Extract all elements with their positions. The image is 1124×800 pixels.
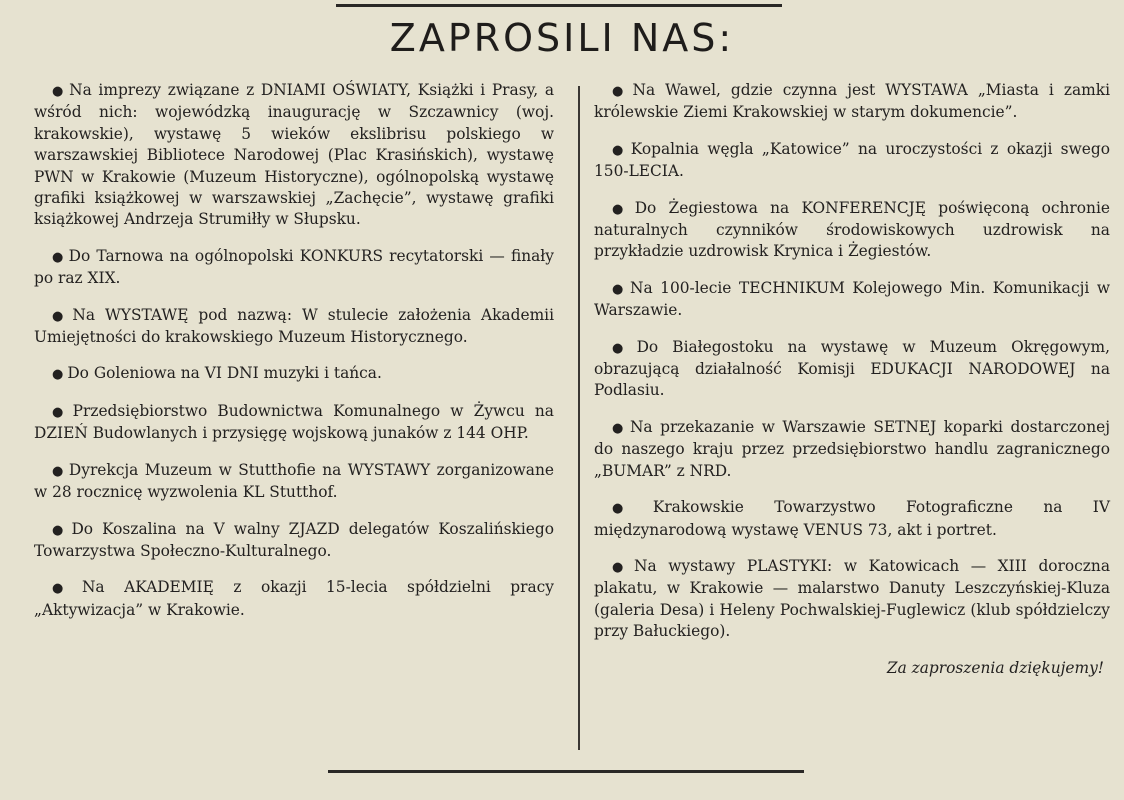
bullet-icon: ●: [612, 501, 649, 517]
item-text: Na imprezy związane z DNIAMI OŚWIATY, Książki i Prasy, a wśród nich: wojewódzką inaugurację w Szczawnicy (woj. krakowskie), wystawę 5 wieków ekslibrisu polskiego w warszawskiej Bibliotece Narodowej (Plac Krasińskich), wystawę PWN w Krakowie (Muzeum Historyczne), ogólnopolską wystawę grafiki książkowej w warszawskiej „Zachęcie”, wystawę grafiki książkowej Andrzeja Strumiłły w Słupsku.: [34, 81, 554, 229]
list-item: [594, 139, 1110, 183]
item-text: Do Goleniowa na VI DNI muzyki i tańca.: [67, 364, 382, 383]
column-divider: [578, 86, 580, 750]
bullet-icon: ●: [52, 522, 68, 538]
right-column: [594, 80, 1110, 679]
bullet-icon: ●: [612, 201, 631, 217]
item-text: Do Koszalina na V walny ZJAZD delegatów Koszalińskiego Towarzystwa Społeczno-Kulturalnego.: [34, 519, 555, 560]
list-item: [34, 519, 554, 563]
list-item: [34, 460, 554, 504]
item-text: Do Białegostoku na wystawę w Muzeum Okręgowym, obrazującą działalność Komisji EDUKACJI NARODOWEJ na Podlasiu.: [594, 337, 1110, 400]
bullet-icon: ●: [52, 308, 69, 324]
top-rule: [336, 4, 782, 7]
bullet-icon: ●: [612, 281, 626, 297]
bullet-icon: ●: [612, 559, 631, 575]
item-text: Na przekazanie w Warszawie SETNEJ koparki dostarczonej do naszego kraju przez przedsiębiorstwo handlu zagranicznego „BUMAR” z NRD.: [594, 417, 1110, 480]
item-text: Na Wawel, gdzie czynna jest WYSTAWA „Miasta i zamki królewskie Ziemi Krakowskiej w starym dokumencie”.: [594, 81, 1111, 122]
list-item: [594, 278, 1110, 322]
bullet-icon: ●: [612, 142, 627, 158]
bullet-icon: ●: [52, 367, 64, 383]
list-item: [594, 337, 1110, 402]
list-item: [594, 198, 1110, 263]
list-item: [34, 401, 554, 445]
bullet-icon: ●: [52, 249, 65, 265]
list-item: [594, 556, 1110, 643]
item-text: Na wystawy PLASTYKI: w Katowicach — XIII doroczna plakatu, w Krakowie — malarstwo Danuty Leszczyńskiej-Kluza (galeria Desa) i Heleny Pochwalskiej-Fuglewicz (klub spółdzielczy przy Bałuckiego).: [594, 556, 1111, 641]
list-item: [594, 497, 1110, 541]
item-text: Na AKADEMIĘ z okazji 15-lecia spółdzielni pracy „Aktywizacja” w Krakowie.: [34, 578, 554, 619]
left-column: [34, 80, 554, 636]
bullet-icon: ●: [52, 84, 66, 99]
list-item: [34, 577, 554, 621]
list-item: [594, 80, 1110, 124]
page-title: ZAPROSILI NAS:: [389, 16, 735, 60]
bullet-icon: ●: [612, 340, 633, 356]
closing-line: Za zaproszenia dziękujemy!: [886, 658, 1104, 677]
item-text: Kopalnia węgla „Katowice” na uroczystości z okazji swego 150-LECIA.: [594, 139, 1110, 181]
bullet-icon: ●: [52, 404, 69, 420]
item-text: Do Żegiestowa na KONFERENCJĘ poświęconą ochronie naturalnych czynników środowiskowych uzdrowisk na przykładzie uzdrowisk Krynica i Żegiestów.: [594, 198, 1111, 261]
bullet-icon: ●: [52, 581, 78, 597]
item-text: Na WYSTAWĘ pod nazwą: W stulecie założenia Akademii Umiejętności do krakowskiego Muzeum Historycznego.: [34, 305, 555, 347]
list-item: [34, 246, 554, 290]
item-text: Dyrekcja Muzeum w Stutthofie na WYSTAWY zorganizowane w 28 rocznicę wyzwolenia KL Stutthof.: [34, 460, 554, 502]
item-text: Przedsiębiorstwo Budownictwa Komunalnego w Żywcu na DZIEŃ Budowlanych i przysięgę wojskową junaków z 144 OHP.: [34, 401, 554, 443]
list-item: [594, 417, 1110, 482]
list-item: [34, 80, 554, 231]
bottom-rule: [328, 770, 804, 773]
bullet-icon: ●: [52, 463, 65, 479]
item-text: Na 100-lecie TECHNIKUM Kolejowego Min. Komunikacji w Warszawie.: [594, 278, 1110, 320]
list-item: [34, 363, 554, 385]
item-text: Do Tarnowa na ogólnopolski KONKURS recytatorski — finały po raz XIX.: [34, 246, 554, 288]
list-item: [34, 305, 554, 349]
item-text: Krakowskie Towarzystwo Fotograficzne na IV międzynarodową wystawę VENUS 73, akt i portret.: [594, 498, 1110, 539]
bullet-icon: ●: [612, 84, 629, 99]
bullet-icon: ●: [612, 420, 626, 436]
